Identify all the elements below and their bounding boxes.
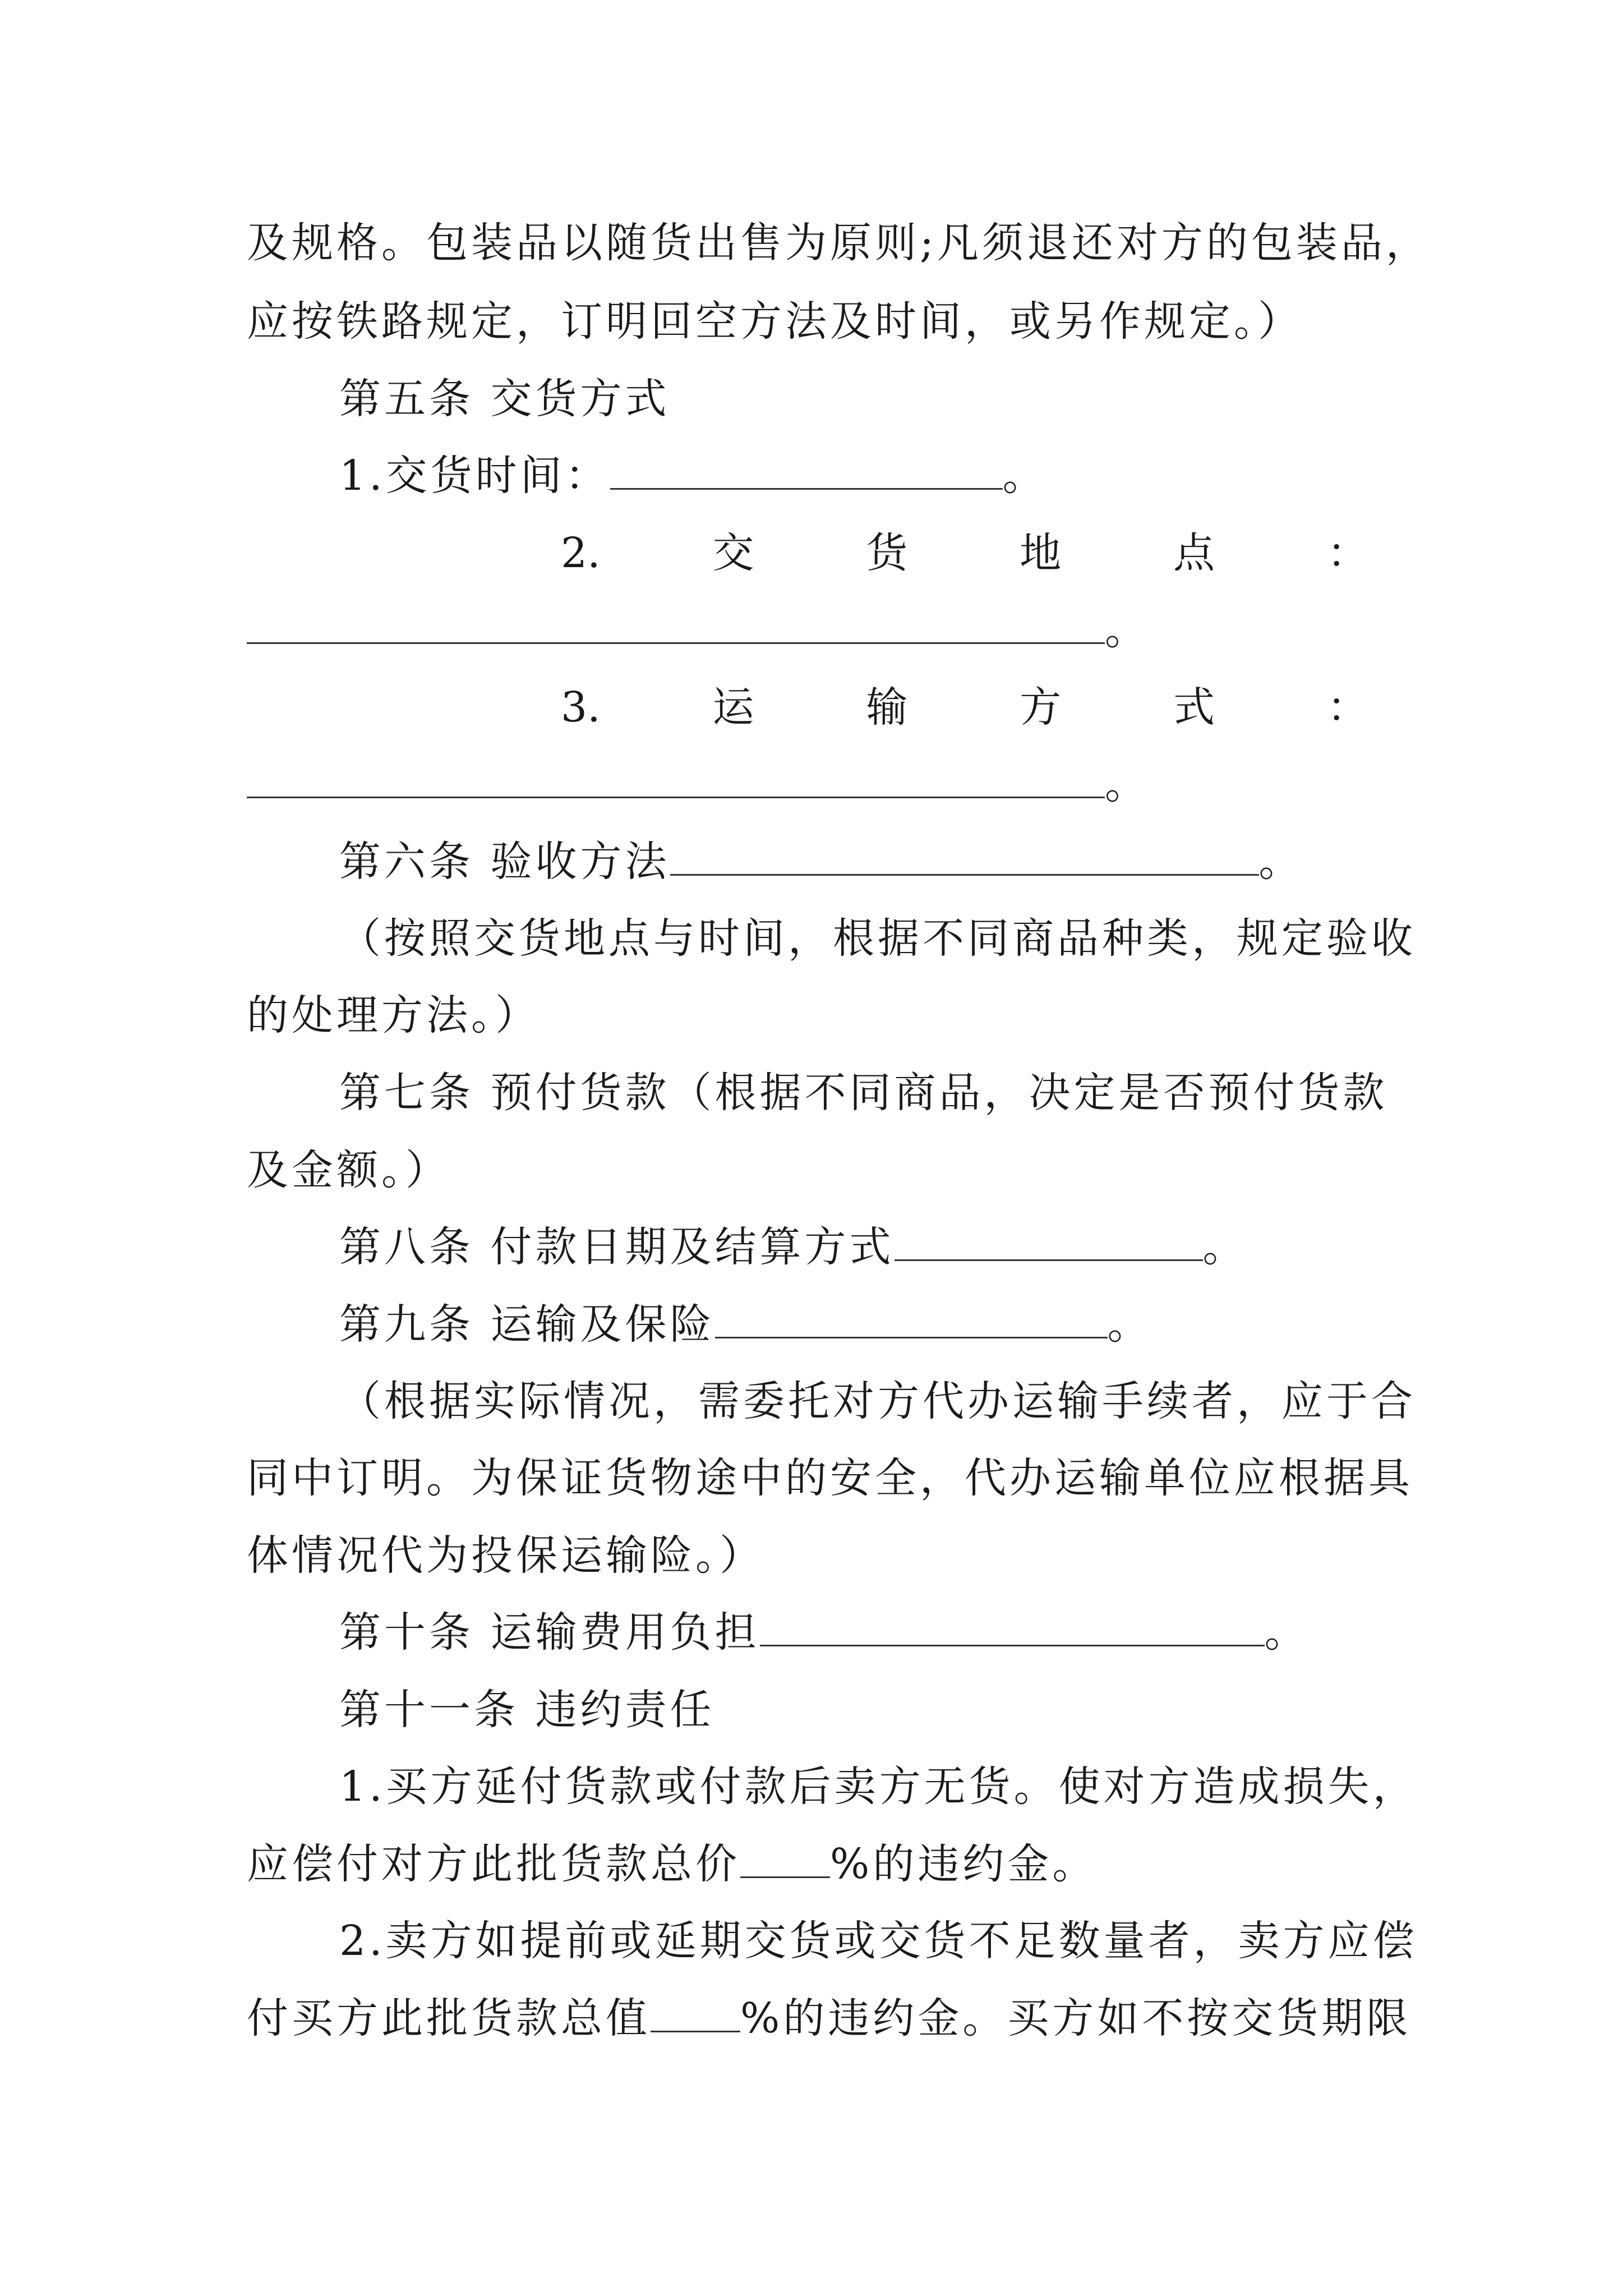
text: （根据实际情况，需委托对方代办运输手续者，应于合 bbox=[339, 1377, 1416, 1425]
payment-blank[interactable] bbox=[895, 1222, 1203, 1261]
text-line bbox=[247, 1529, 1385, 1582]
text: 付买方此批货款总值 bbox=[247, 1994, 651, 2042]
text: 地 bbox=[1020, 529, 1062, 577]
text-line bbox=[247, 1451, 1413, 1505]
article-9 bbox=[339, 1297, 1478, 1351]
text: 的处理方法。） bbox=[247, 991, 540, 1039]
text: 第六条 验收方法 bbox=[339, 838, 670, 886]
text: %的违约金。买方如不按交货期限 bbox=[740, 1994, 1412, 2042]
text: 第五条 交货方式 bbox=[339, 375, 670, 423]
article-7 bbox=[339, 1066, 1478, 1120]
text: 。 bbox=[1202, 1223, 1248, 1271]
text: 体情况代为投保运输险。） bbox=[247, 1531, 764, 1580]
delivery-time-blank[interactable] bbox=[610, 451, 1003, 490]
text: 。 bbox=[1264, 1608, 1310, 1657]
transport-mode-line bbox=[247, 757, 1146, 811]
text: 式 bbox=[1173, 683, 1215, 731]
text-line bbox=[247, 1837, 1385, 1891]
text: 同中订明。为保证货物途中的安全，代办运输单位应根据具 bbox=[247, 1454, 1413, 1502]
text: ： bbox=[1326, 529, 1368, 577]
penalty-percent-blank-1[interactable] bbox=[740, 1839, 830, 1878]
text-line bbox=[247, 216, 1431, 270]
text: 输 bbox=[866, 683, 908, 731]
text: 运 bbox=[712, 683, 754, 731]
text: 2. bbox=[561, 529, 601, 577]
text-line bbox=[339, 1374, 1478, 1428]
text: 第八条 付款日期及结算方式 bbox=[339, 1223, 895, 1271]
text: 。 bbox=[1105, 760, 1146, 808]
penalty-percent-blank-2[interactable] bbox=[651, 1994, 740, 2032]
text: 。 bbox=[1258, 838, 1304, 886]
text: 货 bbox=[866, 529, 908, 577]
delivery-place-blank[interactable] bbox=[247, 605, 1105, 644]
delivery-time-line bbox=[339, 449, 1478, 503]
text: 第九条 运输及保险 bbox=[339, 1300, 715, 1349]
article-11-title bbox=[339, 1683, 1478, 1737]
delivery-place-line bbox=[247, 603, 1146, 657]
text: 及规格。包装品以随货出售为原则;凡须退还对方的包装品， bbox=[247, 219, 1431, 267]
text: 点 bbox=[1173, 529, 1215, 577]
text: （按照交货地点与时间，根据不同商品种类，规定验收 bbox=[339, 914, 1416, 963]
text-line bbox=[247, 988, 1385, 1042]
article-6 bbox=[339, 835, 1478, 889]
text: 第十一条 违约责任 bbox=[339, 1686, 715, 1734]
text-line bbox=[339, 912, 1478, 965]
text-line bbox=[339, 1914, 1478, 1968]
text: 方 bbox=[1020, 683, 1062, 731]
text: 第十条 运输费用负担 bbox=[339, 1608, 760, 1657]
delivery-place-label bbox=[561, 526, 1368, 580]
inspection-blank[interactable] bbox=[670, 837, 1259, 876]
text: 3. bbox=[561, 683, 601, 731]
text-line bbox=[247, 295, 1385, 348]
text: 1.交货时间： bbox=[339, 452, 610, 500]
transport-cost-blank[interactable] bbox=[760, 1608, 1265, 1646]
text: ： bbox=[1326, 683, 1368, 731]
text-line bbox=[339, 1760, 1478, 1814]
article-10 bbox=[339, 1605, 1478, 1659]
text: 。 bbox=[1107, 1300, 1152, 1349]
insurance-blank[interactable] bbox=[715, 1300, 1108, 1338]
text: 应偿付对方此批货款总价 bbox=[247, 1840, 740, 1888]
transport-mode-blank[interactable] bbox=[247, 760, 1105, 798]
text: 1.买方延付货款或付款后卖方无货。使对方造成损失， bbox=[339, 1763, 1418, 1811]
text-line bbox=[247, 1143, 1385, 1197]
text-line bbox=[247, 1991, 1412, 2045]
text: 及金额。） bbox=[247, 1146, 450, 1194]
article-5-title bbox=[339, 372, 1478, 426]
text: 2.卖方如提前或延期交货或交货不足数量者，卖方应偿 bbox=[339, 1917, 1418, 1965]
text: 。 bbox=[1105, 606, 1146, 654]
text: %的违约金。 bbox=[830, 1840, 1098, 1888]
text: 交 bbox=[712, 529, 754, 577]
text: 应按铁路规定，订明回空方法及时间，或另作规定。） bbox=[247, 297, 1303, 346]
text: 第七条 预付货款（根据不同商品，决定是否预付货款 bbox=[339, 1069, 1388, 1117]
transport-mode-label bbox=[561, 680, 1368, 734]
text: 。 bbox=[1002, 452, 1048, 500]
article-8 bbox=[339, 1220, 1478, 1274]
